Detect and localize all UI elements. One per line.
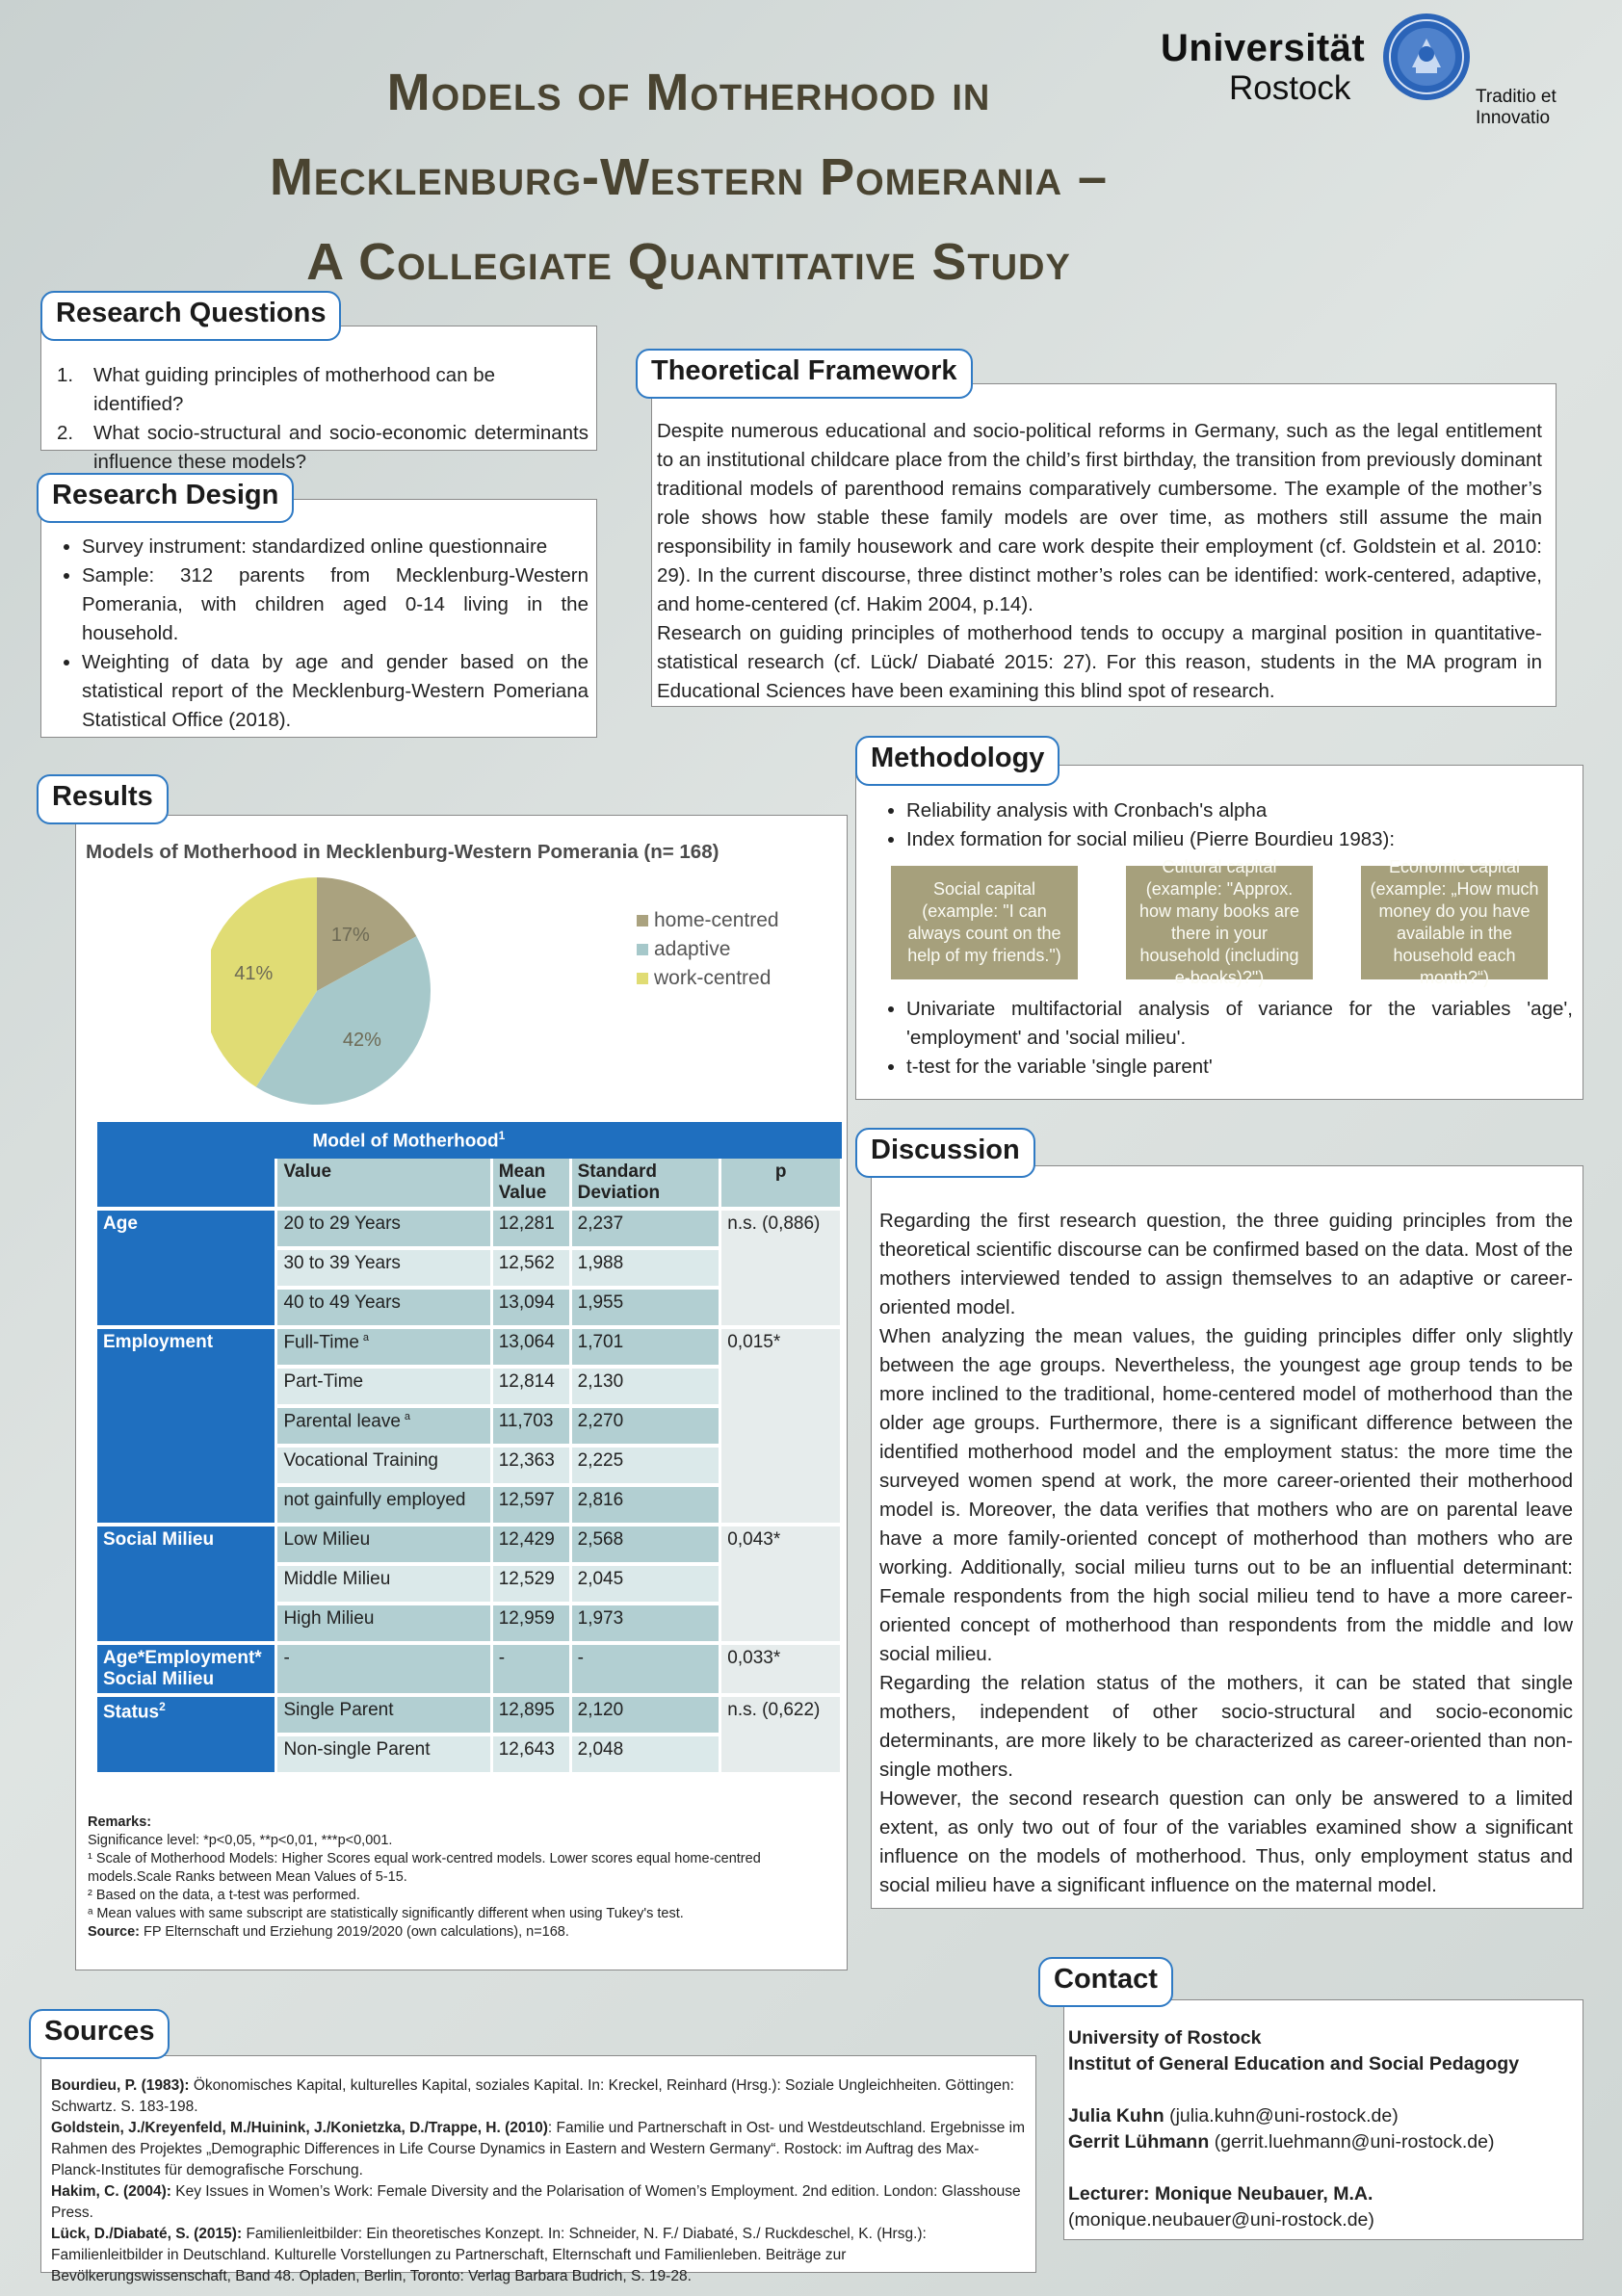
row-category: Status$^2$ bbox=[97, 1695, 276, 1774]
cell-mean: 12,895 bbox=[491, 1695, 570, 1735]
legend-item: work-centred bbox=[637, 964, 779, 993]
cell-mean: 12,363 bbox=[491, 1446, 570, 1485]
methodology-list-top bbox=[856, 796, 1583, 854]
cell-mean: 12,597 bbox=[491, 1485, 570, 1525]
contact-person: Julia Kuhn (julia.kuhn@uni-rostock.de) bbox=[1068, 2105, 1399, 2126]
cell-mean: - bbox=[491, 1643, 570, 1695]
table-row bbox=[97, 1525, 842, 1564]
cell-mean: 12,529 bbox=[491, 1564, 570, 1604]
table-row bbox=[97, 1209, 842, 1248]
source-entry: Bourdieu, P. (1983): Ökonomisches Kapital, kulturelles Kapital, soziales Kapital. In: Kreckel, Reinhard (Hrsg.): Soziale Ungleichheiten. Göttingen: Schwartz. S. 183-198. bbox=[51, 2077, 1014, 2115]
research-design-list bbox=[41, 533, 596, 735]
table-header: Model of Motherhood$^1$ bbox=[97, 1122, 720, 1159]
list-item: • Weighting of data by age and gender based on the statistical report of the Mecklenburg-Western Pomeriana Statistical Office (2018). bbox=[82, 648, 589, 735]
list-item: 1. What guiding principles of motherhood can be identified? bbox=[57, 364, 496, 415]
pie-label: 17% bbox=[330, 925, 370, 947]
poster-title bbox=[144, 50, 1233, 304]
contact-institute: Institut of General Education and Social Pedagogy bbox=[1068, 2053, 1520, 2074]
cell-sd: 1,955 bbox=[570, 1288, 720, 1327]
cell-p: 0,033* bbox=[720, 1643, 842, 1695]
cell-p: 0,015* bbox=[720, 1327, 842, 1525]
row-category: Social Milieu bbox=[97, 1525, 276, 1643]
discussion-text bbox=[872, 1166, 1583, 1900]
paragraph: When analyzing the mean values, the guiding principles differ only slightly between the age groups. Nevertheless, the youngest age group tends to be more inclined to the traditional, home-centered model of motherhood than the older age groups. Furthermore, there is a significant difference between the identified motherhood model and the employment status: the more time the surveyed women spend at work, the more career-oriented their motherhood model is. Moreover, the data verifies that mothers who are on parental leave have a more family-oriented concept of motherhood than mothers who are working. Additionally, social milieu turns out to be an influential determinant: Female respondents from the high social milieu tend to have a more career-oriented concept of motherhood than respondents from the middle and low social milieu. bbox=[879, 1325, 1573, 1665]
pie-label: 41% bbox=[234, 962, 274, 984]
column-header: p bbox=[720, 1159, 842, 1209]
university-logo bbox=[1156, 10, 1618, 128]
column-header: Standard Deviation bbox=[570, 1159, 720, 1209]
cell-value: High Milieu bbox=[276, 1604, 491, 1643]
cell-sd: 1,701 bbox=[570, 1327, 720, 1367]
column-header: Value bbox=[276, 1159, 491, 1209]
cell-sd: 2,816 bbox=[570, 1485, 720, 1525]
research-design-box bbox=[40, 499, 597, 738]
theoretical-framework-heading: Theoretical Framework bbox=[636, 349, 973, 399]
research-questions-box bbox=[40, 326, 597, 473]
cell-mean: 12,643 bbox=[491, 1735, 570, 1774]
cell-sd: 1,988 bbox=[570, 1248, 720, 1288]
cell-mean: 13,064 bbox=[491, 1327, 570, 1367]
list-item: • Index formation for social milieu (Pierre Bourdieu 1983): bbox=[906, 825, 1575, 854]
cultural-capital-box: Cultural capital (example: "Approx. how many books are there in your household (including e-books)?") bbox=[1126, 866, 1313, 979]
research-questions-heading: Research Questions bbox=[40, 291, 341, 341]
list-item: • Reliability analysis with Cronbach's alpha bbox=[906, 796, 1575, 825]
pie-label: 42% bbox=[342, 1029, 381, 1051]
cell-value: 20 to 29 Years bbox=[276, 1209, 491, 1248]
list-item: 2. What socio-structural and socio-economic determinants influence these models? bbox=[57, 422, 589, 473]
cell-sd: - bbox=[570, 1643, 720, 1695]
logo-text-line-1: Universität bbox=[1161, 27, 1366, 69]
contact-text bbox=[1064, 2000, 1583, 2233]
cell-value: - bbox=[276, 1643, 491, 1695]
theoretical-framework-box bbox=[651, 383, 1557, 707]
source-entry: Hakim, C. (2004): Key Issues in Women’s Work: Female Diversity and the Polarisation of Women’s Employment. 2nd edition. London: Glasshouse Press. bbox=[51, 2183, 1021, 2221]
cell-mean: 12,959 bbox=[491, 1604, 570, 1643]
cell-value: 30 to 39 Years bbox=[276, 1248, 491, 1288]
cell-sd: 2,130 bbox=[570, 1367, 720, 1406]
research-questions-list bbox=[41, 361, 596, 477]
logo-text-line-2: Rostock bbox=[1229, 69, 1351, 107]
cell-value: Parental leave $^a$ bbox=[276, 1406, 491, 1446]
cell-value: Middle Milieu bbox=[276, 1564, 491, 1604]
cell-mean: 12,562 bbox=[491, 1248, 570, 1288]
cell-p: n.s. (0,622) bbox=[720, 1695, 842, 1774]
discussion-box bbox=[871, 1165, 1583, 1909]
legend-swatch bbox=[637, 944, 648, 955]
cell-value: 40 to 49 Years bbox=[276, 1288, 491, 1327]
row-category: Age bbox=[97, 1209, 276, 1327]
economic-capital-box: Economic capital (example: „How much money do you have available in the household each month?“) bbox=[1361, 866, 1548, 979]
university-seal-icon bbox=[1381, 12, 1472, 102]
pie-chart bbox=[211, 870, 558, 1120]
table-remarks: Remarks: Significance level: *p<0,05, **p<0,01, ***p<0,001. ¹ Scale of Motherhood Models: Higher Scores equal work-centred models. Lower scores equal home-centred models.Scale Ranks between Mean Values of 5-15. ² Based on the data, a t-test was performed. ᵃ Mean values with same subscript are statistically significantly different when using Tukey's test. Source: FP Elternschaft und Erziehung 2019/2020 (own calculations), n=168. bbox=[88, 1814, 761, 1940]
email-link[interactable]: (monique.neubauer@uni-rostock.de) bbox=[1068, 2209, 1374, 2231]
research-design-heading: Research Design bbox=[37, 473, 294, 523]
column-header: Mean Value bbox=[491, 1159, 570, 1209]
cell-value: Single Parent bbox=[276, 1695, 491, 1735]
contact-box bbox=[1063, 1999, 1583, 2240]
cell-p: 0,043* bbox=[720, 1525, 842, 1643]
cell-sd: 2,120 bbox=[570, 1695, 720, 1735]
cell-sd: 1,973 bbox=[570, 1604, 720, 1643]
source-entry: Goldstein, J./Kreyenfeld, M./Huinink, J./Konietzka, D./Trappe, H. (2010): Familie und Partnerschaft in Ost- und Westdeutschland. Ergebnisse im Rahmen des Projektes „Demographic Differences in Life Course Dynamics in Eastern and Western Germany“. Rostock: im Auftrag des Max-Planck-Institutes für demografische Forschung. bbox=[51, 2120, 1026, 2179]
sources-list bbox=[41, 2056, 1035, 2287]
cell-value: Part-Time bbox=[276, 1367, 491, 1406]
paragraph: Regarding the relation status of the mothers, it can be stated that single mothers, independent of other socio-structural and socio-economic determinants, are more likely to be characterized as career-oriented than non-single mothers. bbox=[879, 1672, 1573, 1781]
cell-sd: 2,225 bbox=[570, 1446, 720, 1485]
list-item: • Survey instrument: standardized online questionnaire bbox=[82, 533, 589, 561]
cell-mean: 13,094 bbox=[491, 1288, 570, 1327]
sources-heading: Sources bbox=[29, 2009, 170, 2059]
contact-person: Gerrit Lühmann (gerrit.luehmann@uni-rostock.de) bbox=[1068, 2131, 1495, 2152]
row-category: Age*Employment* Social Milieu bbox=[97, 1643, 276, 1695]
logo-motto: Traditio et Innovatio bbox=[1476, 87, 1557, 128]
discussion-heading: Discussion bbox=[855, 1128, 1035, 1178]
table-column-headers bbox=[97, 1159, 842, 1209]
list-item: • t-test for the variable 'single parent' bbox=[906, 1053, 1573, 1082]
legend-swatch bbox=[637, 915, 648, 926]
chart-title: Models of Motherhood in Mecklenburg-Western Pomerania (n= 168) bbox=[86, 841, 719, 863]
cell-sd: 2,048 bbox=[570, 1735, 720, 1774]
results-heading: Results bbox=[37, 774, 169, 824]
results-table-body bbox=[97, 1209, 842, 1774]
email-link[interactable]: (gerrit.luehmann@uni-rostock.de) bbox=[1214, 2131, 1495, 2152]
cell-value: not gainfully employed bbox=[276, 1485, 491, 1525]
cell-value: Vocational Training bbox=[276, 1446, 491, 1485]
table-row bbox=[97, 1327, 842, 1367]
methodology-heading: Methodology bbox=[855, 736, 1060, 786]
legend-swatch bbox=[637, 973, 648, 984]
paragraph: However, the second research question can only be answered to a limited extent, as only two out of four of the variables examined show a significant influence on the models of motherhood. Thus, only employment status and social milieu have a significant influence on the maternal model. bbox=[879, 1787, 1573, 1896]
results-box bbox=[75, 815, 848, 1970]
title-line-1: Models of Motherhood in bbox=[386, 64, 991, 121]
paragraph: Regarding the first research question, the three guiding principles from the theoretical scientific discourse can be confirmed based on the data. Most of the mothers interviewed tended to assign themselves to an adaptive or career-oriented model. bbox=[879, 1210, 1573, 1318]
contact-heading: Contact bbox=[1038, 1957, 1173, 2007]
cell-sd: 2,270 bbox=[570, 1406, 720, 1446]
chart-legend bbox=[637, 906, 779, 993]
paragraph: Research on guiding principles of motherhood tends to occupy a marginal position in quantitative-statistical research (cf. Lück/ Diabaté 2015: 27). For this reason, students in the MA program in Educational Sciences have been examining this blind spot of research. bbox=[657, 622, 1542, 702]
theoretical-framework-text bbox=[652, 384, 1556, 706]
cell-mean: 12,814 bbox=[491, 1367, 570, 1406]
source-entry: Lück, D./Diabaté, S. (2015): Familienleitbilder: Ein theoretisches Konzept. In: Schneider, N. F./ Diabaté, S./ Ruckdeschel, K. (Hrsg.): Familienleitbilder in Deutschland. Kulturelle Vorstellungen zu Partnerschaft, Elternschaft und Familienleben. Beiträge zur Bevölkerungswissenschaft, Band 48. Opladen, Berlin, Toronto: Verlag Barbara Budrich, S. 19-28. bbox=[51, 2226, 927, 2284]
table-row bbox=[97, 1695, 842, 1735]
paragraph: Despite numerous educational and socio-political reforms in Germany, such as the legal entitlement to an institutional childcare place from the child’s first birthday, the transition from previously dominant traditional models of parenthood remains comparatively cumbersome. The example of the mother’s role shows how stable these family models are over time, as mothers still assume the main responsibility in family housework and care work despite their employment (cf. Goldstein et al. 2010: 29). In the current discourse, three distinct mother’s roles can be identified: work-centered, adaptive, and home-centered (cf. Hakim 2004, p.14). bbox=[657, 420, 1542, 615]
cell-value: Full-Time $^a$ bbox=[276, 1327, 491, 1367]
cell-mean: 12,429 bbox=[491, 1525, 570, 1564]
legend-item: home-centred bbox=[637, 906, 779, 935]
list-item: • Univariate multifactorial analysis of variance for the variables 'age', 'employment' and 'social milieu'. bbox=[906, 995, 1573, 1053]
legend-item: adaptive bbox=[637, 935, 779, 964]
contact-lecturer: Lecturer: Monique Neubauer, M.A. (monique.neubauer@uni-rostock.de) bbox=[1068, 2183, 1374, 2231]
list-item: • Sample: 312 parents from Mecklenburg-Western Pomerania, with children aged 0-14 living in the household. bbox=[82, 561, 589, 648]
title-line-3: A Collegiate Quantitative Study bbox=[306, 233, 1071, 291]
title-line-2: Mecklenburg-Western Pomerania – bbox=[269, 148, 1109, 206]
cell-value: Non-single Parent bbox=[276, 1735, 491, 1774]
row-category: Employment bbox=[97, 1327, 276, 1525]
cell-mean: 12,281 bbox=[491, 1209, 570, 1248]
contact-organization: University of Rostock bbox=[1068, 2027, 1262, 2048]
email-link[interactable]: (julia.kuhn@uni-rostock.de) bbox=[1169, 2105, 1399, 2126]
cell-mean: 11,703 bbox=[491, 1406, 570, 1446]
methodology-box bbox=[855, 765, 1583, 1100]
cell-value: Low Milieu bbox=[276, 1525, 491, 1564]
results-table bbox=[97, 1122, 843, 1776]
table-row bbox=[97, 1643, 842, 1695]
cell-sd: 2,568 bbox=[570, 1525, 720, 1564]
methodology-list-bottom bbox=[856, 995, 1573, 1082]
cell-sd: 2,045 bbox=[570, 1564, 720, 1604]
social-capital-box: Social capital (example: "I can always count on the help of my friends.") bbox=[891, 866, 1078, 979]
cell-sd: 2,237 bbox=[570, 1209, 720, 1248]
cell-p: n.s. (0,886) bbox=[720, 1209, 842, 1327]
sources-box bbox=[40, 2055, 1036, 2284]
